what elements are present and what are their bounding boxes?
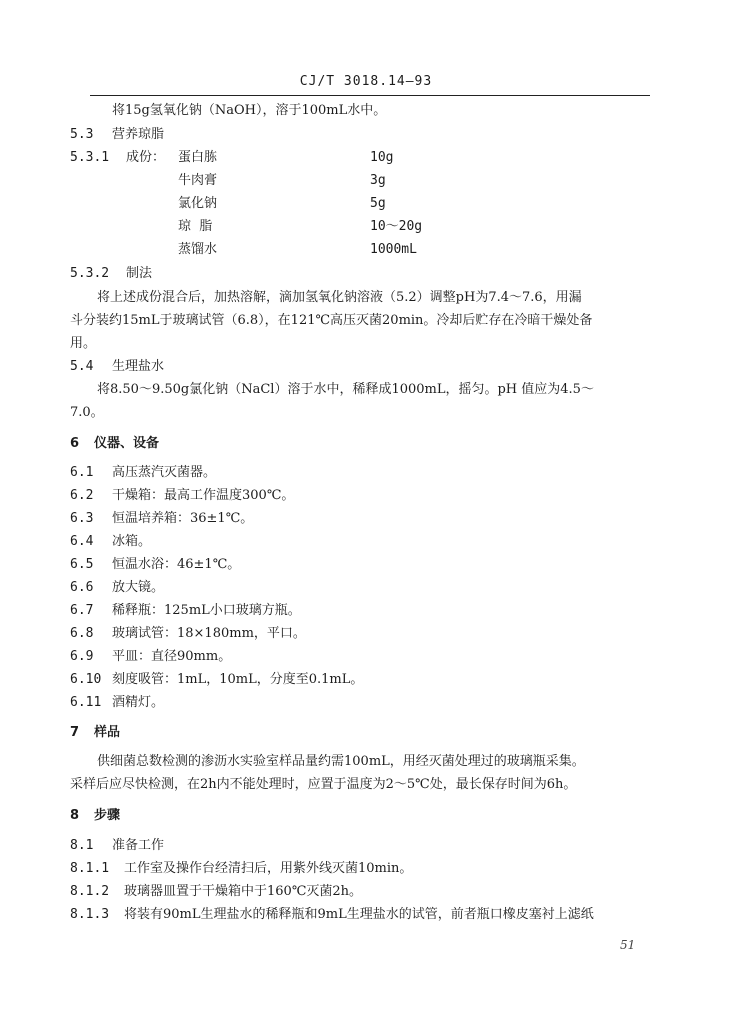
section-5-3-1-number: 5.3.1	[70, 150, 110, 165]
ingredient-amount: 5g	[370, 196, 386, 211]
paragraph-line: 用。	[70, 336, 97, 351]
list-item-number: 6.11	[70, 695, 102, 710]
list-item-number: 6.6	[70, 580, 94, 595]
ingredient-amount: 1000mL	[370, 242, 417, 257]
section-6-title: 仪器、设备	[94, 436, 160, 451]
section-8-1-number: 8.1	[70, 838, 94, 853]
section-5-3-2-title: 制法	[126, 266, 153, 281]
paragraph-line: 供细菌总数检测的渗沥水实验室样品量约需100mL，用经灭菌处理过的玻璃瓶采集。	[97, 754, 585, 769]
standard-code-header: CJ/T 3018.14—93	[299, 74, 433, 89]
page-number: 51	[620, 938, 636, 952]
list-item-text: 冰箱。	[112, 534, 152, 549]
list-item-number: 8.1.2	[70, 884, 110, 899]
naoh-line: 将15g氢氧化钠（NaOH），溶于100mL水中。	[112, 103, 387, 118]
list-item-text: 刻度吸管：1mL，10mL，分度至0.1mL。	[112, 672, 364, 687]
ingredient-amount: 10g	[370, 150, 394, 165]
list-item-text: 干燥箱：最高工作温度300℃。	[112, 488, 295, 503]
list-item-text: 放大镜。	[112, 580, 165, 595]
list-item-text: 恒温培养箱：36±1℃。	[112, 511, 254, 526]
ingredient-name: 牛肉膏	[178, 173, 218, 188]
list-item-number: 6.8	[70, 626, 94, 641]
list-item-number: 6.3	[70, 511, 94, 526]
list-item-text: 稀释瓶：125mL小口玻璃方瓶。	[112, 603, 301, 618]
list-item-number: 6.2	[70, 488, 94, 503]
list-item-number: 6.9	[70, 649, 94, 664]
header-rule	[90, 95, 650, 96]
list-item-text: 高压蒸汽灭菌器。	[112, 465, 217, 480]
list-item-text: 平皿：直径90mm。	[112, 649, 232, 664]
list-item-text: 恒温水浴：46±1℃。	[112, 557, 241, 572]
composition-label: 成份：	[126, 150, 166, 165]
list-item-number: 8.1.3	[70, 907, 110, 922]
paragraph-line: 斗分装约15mL于玻璃试管（6.8），在121℃高压灭菌20min。冷却后贮存在冷暗干燥处备	[70, 313, 593, 328]
ingredient-amount: 10～20g	[370, 219, 423, 234]
section-8-1-title: 准备工作	[112, 838, 165, 853]
ingredient-name: 氯化钠	[178, 196, 218, 211]
ingredient-name: 蒸馏水	[178, 242, 218, 257]
list-item-number: 6.5	[70, 557, 94, 572]
list-item-text: 工作室及操作台经清扫后，用紫外线灭菌10min。	[124, 861, 413, 876]
ingredient-name: 琼 脂	[178, 219, 213, 234]
paragraph-line: 将上述成份混合后，加热溶解，滴加氢氧化钠溶液（5.2）调整pH为7.4～7.6，用漏	[97, 290, 582, 305]
list-item-text: 将装有90mL生理盐水的稀释瓶和9mL生理盐水的试管，前者瓶口橡皮塞衬上滤纸	[124, 907, 594, 922]
list-item-text: 玻璃器皿置于干燥箱中于160℃灭菌2h。	[124, 884, 362, 899]
section-5-3-2-number: 5.3.2	[70, 266, 110, 281]
list-item-number: 6.7	[70, 603, 94, 618]
list-item-number: 6.4	[70, 534, 94, 549]
section-8-title: 步骤	[94, 808, 121, 823]
ingredient-name: 蛋白胨	[178, 150, 218, 165]
list-item-text: 酒精灯。	[112, 695, 165, 710]
section-7-number: 7	[70, 725, 80, 740]
ingredient-amount: 3g	[370, 173, 386, 188]
section-8-number: 8	[70, 808, 80, 823]
section-6-number: 6	[70, 436, 80, 451]
section-7-title: 样品	[94, 725, 121, 740]
section-5-3-number: 5.3	[70, 127, 94, 142]
section-5-3-title: 营养琼脂	[112, 127, 165, 142]
paragraph-line: 7.0。	[70, 405, 104, 420]
list-item-number: 6.10	[70, 672, 102, 687]
list-item-number: 8.1.1	[70, 861, 110, 876]
paragraph-line: 将8.50～9.50g氯化钠（NaCl）溶于水中，稀释成1000mL，摇匀。pH 值应为4.5～	[97, 382, 594, 397]
section-5-4-title: 生理盐水	[112, 359, 165, 374]
list-item-text: 玻璃试管：18×180mm，平口。	[112, 626, 306, 641]
list-item-number: 6.1	[70, 465, 94, 480]
section-5-4-number: 5.4	[70, 359, 94, 374]
paragraph-line: 采样后应尽快检测，在2h内不能处理时，应置于温度为2～5℃处，最长保存时间为6h。	[70, 777, 577, 792]
